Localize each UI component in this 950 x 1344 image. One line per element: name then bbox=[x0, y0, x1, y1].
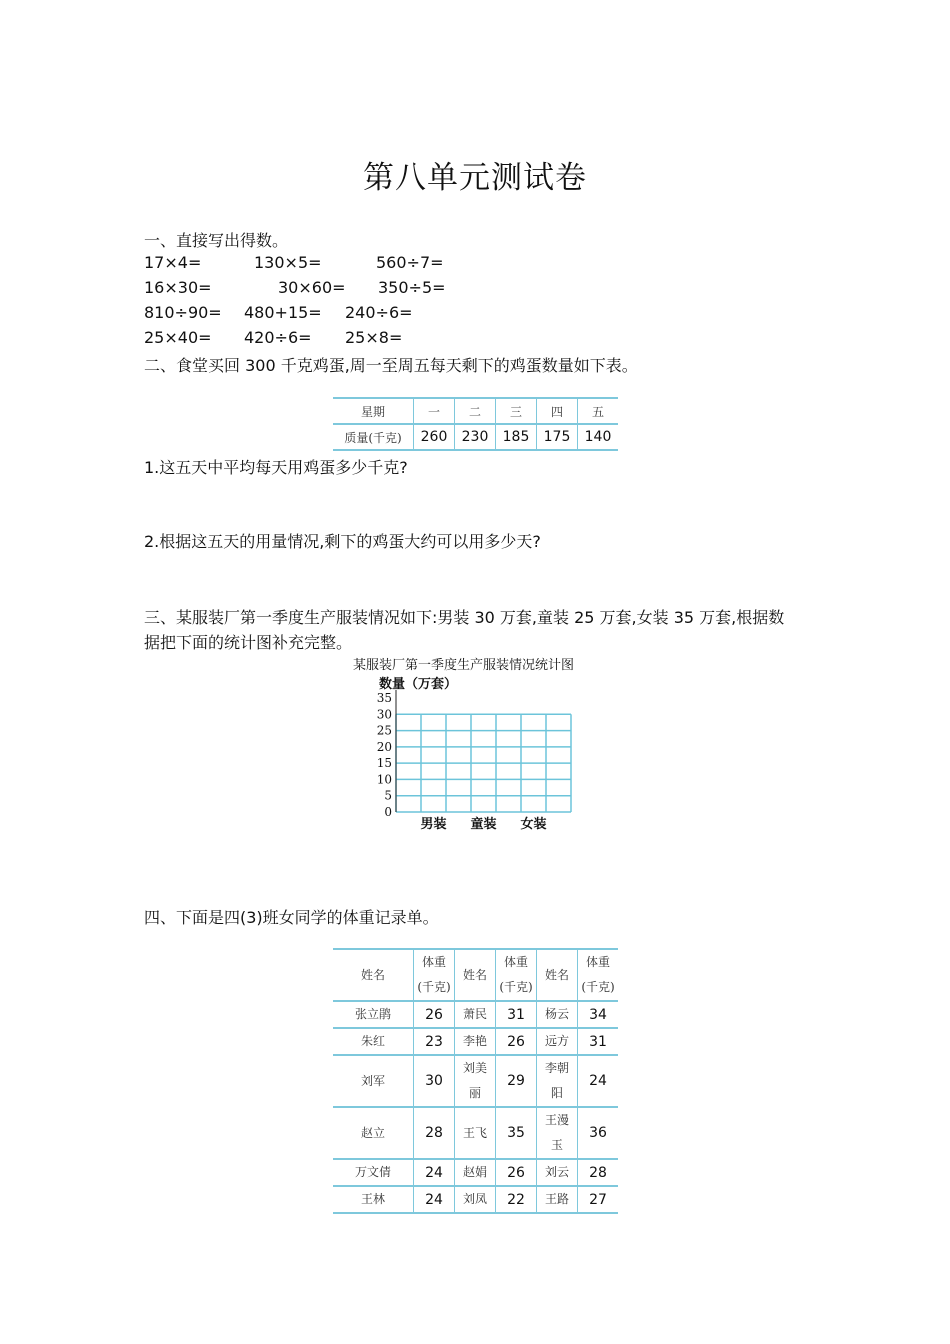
section3-heading-line1: 三、某服装厂第一季度生产服装情况如下:男装 30 万套,童装 25 万套,女装 35 万套,根据数 bbox=[144, 608, 785, 627]
calc-item: 240÷6= bbox=[345, 303, 413, 322]
student-weight: 24 bbox=[414, 1159, 455, 1186]
student-name bbox=[333, 1186, 414, 1213]
student-name bbox=[333, 1028, 414, 1055]
student-name-part: 王路 bbox=[544, 1192, 569, 1206]
calc-item: 25×40= bbox=[144, 328, 212, 347]
student-name bbox=[333, 1159, 414, 1186]
table-cell: 260 bbox=[414, 424, 455, 450]
student-weight: 26 bbox=[496, 1159, 537, 1186]
student-name bbox=[537, 1107, 578, 1159]
header-weight bbox=[578, 949, 619, 1001]
student-name bbox=[455, 1028, 496, 1055]
student-weight: 31 bbox=[578, 1028, 619, 1055]
student-name-part: 王漫 bbox=[544, 1113, 569, 1127]
table-row bbox=[333, 1055, 618, 1107]
student-weight: 23 bbox=[414, 1028, 455, 1055]
y-tick-label: 0 bbox=[384, 805, 392, 819]
header-weight bbox=[414, 949, 455, 1001]
x-category-label: 女装 bbox=[520, 817, 547, 832]
student-name-part: 王林 bbox=[360, 1192, 385, 1206]
student-name bbox=[333, 1001, 414, 1028]
table-row bbox=[333, 949, 618, 1001]
header-weight-line1: 体重 bbox=[585, 955, 610, 969]
y-tick-label: 10 bbox=[376, 772, 392, 787]
student-name bbox=[537, 1028, 578, 1055]
calc-item: 350÷5= bbox=[378, 278, 446, 297]
table-cell: 三 bbox=[496, 398, 537, 424]
table-cell: 二 bbox=[455, 398, 496, 424]
student-name-part: 李艳 bbox=[462, 1034, 487, 1048]
table-row bbox=[333, 1001, 618, 1028]
student-name bbox=[537, 1001, 578, 1028]
student-weight: 26 bbox=[496, 1028, 537, 1055]
calc-item: 480+15= bbox=[244, 303, 322, 322]
student-name-part: 萧民 bbox=[462, 1007, 487, 1021]
student-weight: 26 bbox=[414, 1001, 455, 1028]
weight-table bbox=[333, 948, 618, 1214]
bar-chart bbox=[360, 690, 600, 840]
student-weight: 28 bbox=[578, 1159, 619, 1186]
student-weight: 30 bbox=[414, 1055, 455, 1107]
student-name-part: 王飞 bbox=[462, 1125, 487, 1140]
y-tick-label: 5 bbox=[384, 788, 392, 803]
student-name-part: 丽 bbox=[468, 1086, 481, 1100]
header-weight-line2: (千克) bbox=[581, 980, 615, 994]
student-name-part: 刘云 bbox=[544, 1165, 569, 1179]
header-name: 姓名 bbox=[455, 949, 496, 1001]
x-category-label: 男装 bbox=[420, 817, 447, 832]
table-cell: 230 bbox=[455, 424, 496, 450]
y-tick-label: 25 bbox=[376, 723, 392, 738]
table-row bbox=[333, 1186, 618, 1213]
student-name-part: 张立鹃 bbox=[354, 1007, 391, 1021]
table-cell: 140 bbox=[578, 424, 619, 450]
student-name bbox=[455, 1055, 496, 1107]
student-name bbox=[333, 1055, 414, 1107]
header-weight-line1: 体重 bbox=[503, 955, 528, 969]
y-tick-label: 20 bbox=[376, 739, 392, 754]
table-row bbox=[333, 1107, 618, 1159]
student-name bbox=[455, 1107, 496, 1159]
student-weight: 34 bbox=[578, 1001, 619, 1028]
student-name bbox=[333, 1107, 414, 1159]
student-name-part: 万文倩 bbox=[354, 1165, 391, 1179]
header-weight bbox=[496, 949, 537, 1001]
student-weight: 22 bbox=[496, 1186, 537, 1213]
table-row bbox=[333, 1159, 618, 1186]
student-name-part: 赵娟 bbox=[462, 1165, 487, 1179]
y-tick-label: 15 bbox=[376, 756, 392, 771]
egg-table bbox=[333, 397, 618, 451]
calc-item: 25×8= bbox=[345, 328, 403, 347]
section2-heading: 二、食堂买回 300 千克鸡蛋,周一至周五每天剩下的鸡蛋数量如下表。 bbox=[144, 356, 638, 375]
y-tick-label: 30 bbox=[376, 707, 392, 722]
table-row bbox=[333, 424, 618, 450]
table-cell: 175 bbox=[537, 424, 578, 450]
student-name-part: 玉 bbox=[550, 1138, 563, 1152]
question-1: 1.这五天中平均每天用鸡蛋多少千克? bbox=[144, 458, 408, 477]
header-weight-line1: 体重 bbox=[421, 955, 446, 969]
student-weight: 36 bbox=[578, 1107, 619, 1159]
y-tick-label: 35 bbox=[376, 691, 392, 705]
student-name bbox=[537, 1186, 578, 1213]
table-cell: 质量(千克) bbox=[333, 424, 414, 450]
table-row bbox=[333, 398, 618, 424]
header-name: 姓名 bbox=[333, 949, 414, 1001]
student-weight: 31 bbox=[496, 1001, 537, 1028]
student-name-part: 李朝 bbox=[544, 1061, 569, 1075]
table-cell: 185 bbox=[496, 424, 537, 450]
student-weight: 27 bbox=[578, 1186, 619, 1213]
calc-item: 16×30= bbox=[144, 278, 212, 297]
calc-item: 810÷90= bbox=[144, 303, 222, 322]
student-name bbox=[455, 1001, 496, 1028]
chart-ylabel: 数量（万套） bbox=[379, 677, 458, 692]
table-cell: 五 bbox=[578, 398, 619, 424]
x-category-label: 童装 bbox=[470, 817, 497, 832]
student-name-part: 刘凤 bbox=[462, 1192, 487, 1206]
table-cell: 一 bbox=[414, 398, 455, 424]
student-name bbox=[455, 1186, 496, 1213]
table-cell: 四 bbox=[537, 398, 578, 424]
student-name-part: 杨云 bbox=[544, 1007, 569, 1021]
student-name-part: 刘美 bbox=[462, 1061, 487, 1075]
student-weight: 29 bbox=[496, 1055, 537, 1107]
student-name-part: 朱红 bbox=[360, 1034, 385, 1048]
calc-item: 420÷6= bbox=[244, 328, 312, 347]
header-weight-line2: (千克) bbox=[499, 980, 533, 994]
section1-heading: 一、直接写出得数。 bbox=[144, 231, 289, 250]
calc-item: 560÷7= bbox=[376, 253, 444, 272]
section4-heading: 四、下面是四(3)班女同学的体重记录单。 bbox=[144, 908, 439, 927]
table-row bbox=[333, 1028, 618, 1055]
student-name-part: 刘军 bbox=[360, 1073, 385, 1088]
student-weight: 24 bbox=[414, 1186, 455, 1213]
student-weight: 28 bbox=[414, 1107, 455, 1159]
chart-title: 某服装厂第一季度生产服装情况统计图 bbox=[353, 658, 575, 673]
calc-item: 30×60= bbox=[278, 278, 346, 297]
student-weight: 35 bbox=[496, 1107, 537, 1159]
question-2: 2.根据这五天的用量情况,剩下的鸡蛋大约可以用多少天? bbox=[144, 532, 541, 551]
student-name bbox=[455, 1159, 496, 1186]
student-name bbox=[537, 1159, 578, 1186]
student-name-part: 远方 bbox=[544, 1034, 569, 1048]
header-weight-line2: (千克) bbox=[417, 980, 451, 994]
calc-item: 130×5= bbox=[254, 253, 322, 272]
header-name: 姓名 bbox=[537, 949, 578, 1001]
page-title: 第八单元测试卷 bbox=[363, 160, 587, 196]
section3-heading-line2: 据把下面的统计图补充完整。 bbox=[144, 633, 353, 652]
student-name-part: 阳 bbox=[550, 1086, 563, 1100]
student-name-part: 赵立 bbox=[360, 1125, 385, 1140]
student-weight: 24 bbox=[578, 1055, 619, 1107]
calc-item: 17×4= bbox=[144, 253, 202, 272]
table-cell: 星期 bbox=[333, 398, 414, 424]
student-name bbox=[537, 1055, 578, 1107]
